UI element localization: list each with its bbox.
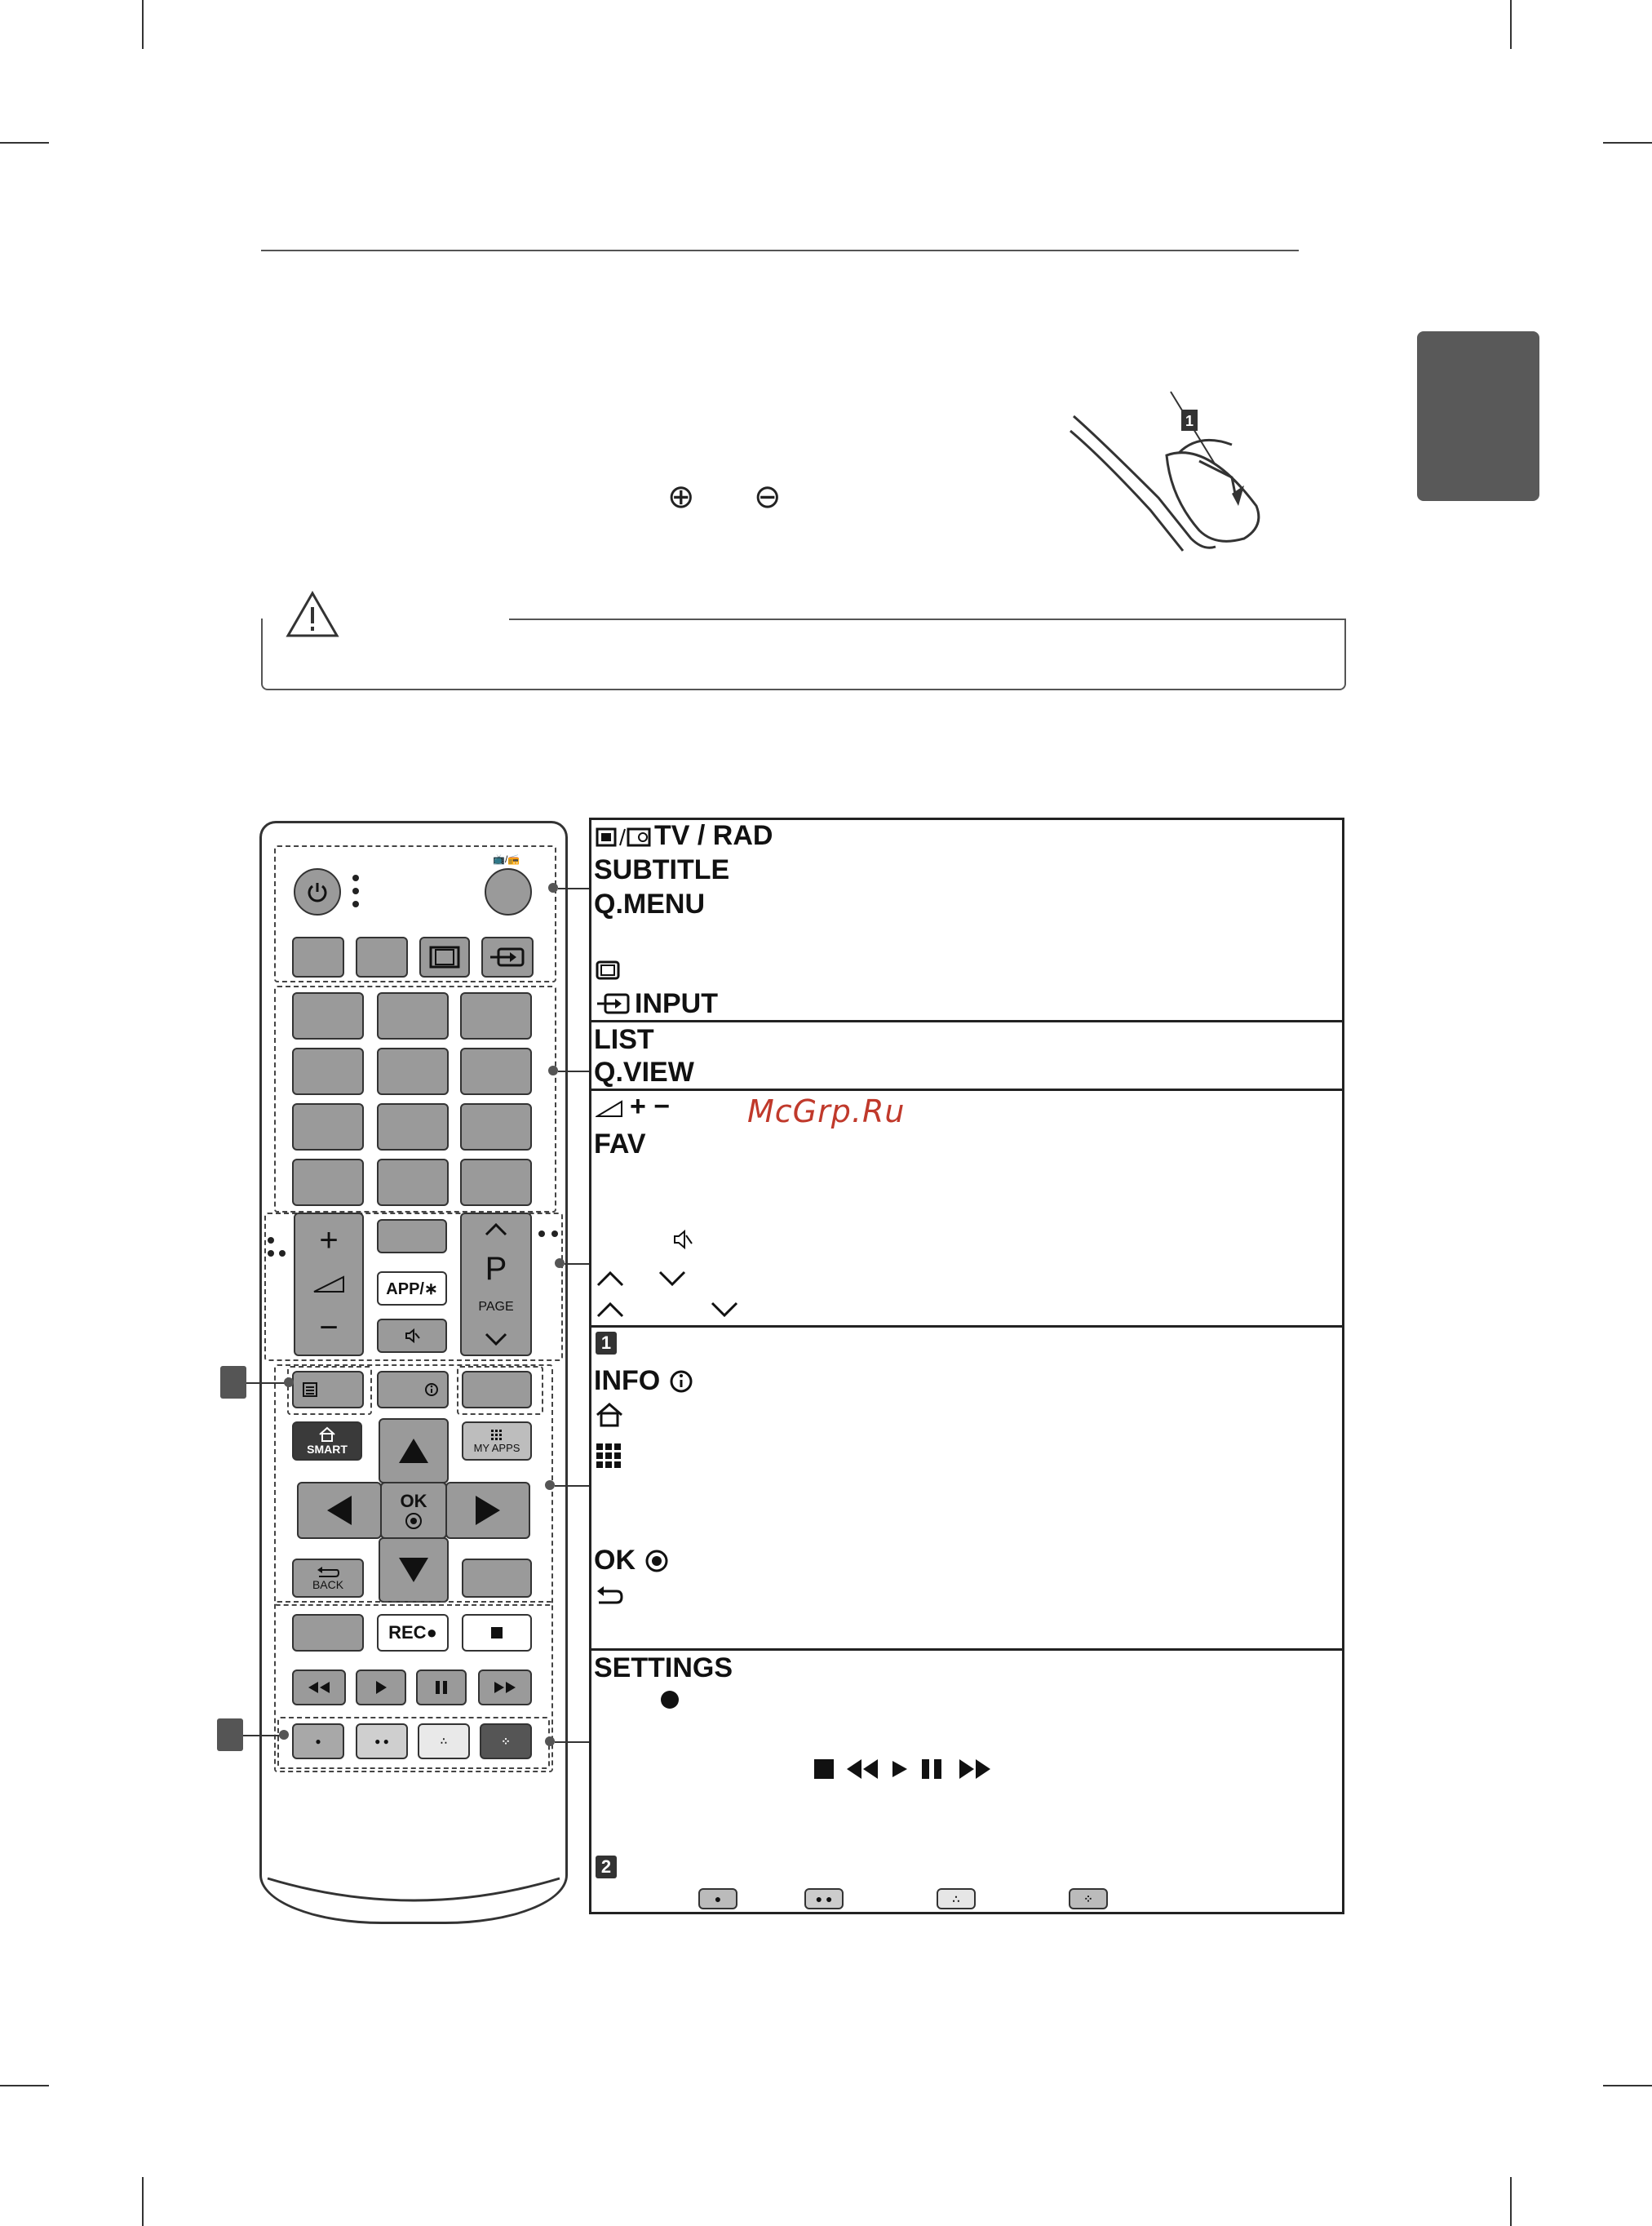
screen-icon [428, 945, 461, 969]
volume-up-icon: + [319, 1222, 339, 1258]
stop-icon [490, 1626, 503, 1639]
tv-icon [596, 824, 653, 849]
teletext-button[interactable] [292, 1371, 364, 1408]
info-button[interactable] [377, 1371, 449, 1408]
play-icon [374, 1680, 388, 1695]
smart-label: SMART [307, 1443, 348, 1456]
dpad-down-button[interactable] [379, 1537, 449, 1603]
my-apps-button[interactable] [462, 1421, 532, 1461]
crop-mark [0, 142, 49, 144]
badge-1: 1 [596, 1332, 617, 1355]
ok-button[interactable] [380, 1482, 447, 1539]
input-icon [596, 992, 631, 1015]
mute-icon [404, 1328, 420, 1344]
leader-line [246, 1382, 289, 1384]
number-button[interactable] [292, 1048, 364, 1095]
chevron-down-icon [710, 1301, 739, 1319]
info-icon [424, 1382, 439, 1397]
fav-label: FAV [594, 1129, 646, 1160]
power-button[interactable] [294, 868, 341, 916]
green-button[interactable]: ● ● [356, 1723, 408, 1759]
mute-icon [672, 1229, 693, 1250]
program-rocker[interactable] [460, 1213, 532, 1356]
program-label: P [485, 1250, 507, 1287]
caution-box [261, 619, 1346, 690]
play-button[interactable] [356, 1670, 406, 1705]
input-icon [489, 947, 526, 968]
stop-button[interactable] [462, 1614, 532, 1652]
callout-2 [217, 1718, 243, 1751]
volume-icon [312, 1275, 345, 1293]
chevron-down-icon [658, 1270, 687, 1288]
back-button[interactable] [292, 1559, 364, 1598]
tv-rad-button[interactable] [485, 868, 532, 916]
ok-dot-icon [644, 1549, 669, 1573]
red-button[interactable]: ● [292, 1723, 344, 1759]
dpad-left-button[interactable] [297, 1482, 382, 1539]
yellow-key-icon: ∴ [937, 1888, 976, 1909]
number-button[interactable] [460, 992, 532, 1040]
blue-key-icon: ⁘ [1069, 1888, 1108, 1909]
leader-knob [279, 1730, 289, 1740]
indicator-dot [352, 901, 359, 907]
fast-forward-button[interactable] [478, 1670, 532, 1705]
indicator-dot [551, 1231, 558, 1237]
arrow-down-icon [397, 1556, 430, 1584]
mute-button[interactable] [377, 1319, 447, 1353]
number-button[interactable] [292, 1103, 364, 1151]
blue-button[interactable]: ⁘ [480, 1723, 532, 1759]
pause-button[interactable] [416, 1670, 467, 1705]
exit-button[interactable] [462, 1559, 532, 1598]
number-button[interactable] [377, 1048, 449, 1095]
number-button[interactable] [377, 1159, 449, 1206]
indicator-dot [268, 1250, 274, 1257]
smart-button[interactable] [292, 1421, 362, 1461]
chevron-up-icon [484, 1222, 508, 1237]
rewind-icon [307, 1681, 331, 1694]
number-button[interactable] [377, 1103, 449, 1151]
indicator-dot [538, 1231, 545, 1237]
crop-mark [142, 2177, 144, 2226]
leader-knob [548, 883, 558, 893]
leader-knob [284, 1377, 294, 1387]
table-divider [589, 1325, 1344, 1328]
crop-mark [0, 2085, 49, 2086]
chevron-up-icon [596, 1270, 625, 1288]
function-table [589, 818, 1344, 1914]
chevron-up-icon [596, 1301, 625, 1319]
ok-label: OK [400, 1491, 427, 1511]
ok-label: OK [594, 1545, 636, 1576]
indicator-dot [352, 875, 359, 881]
callout-1 [220, 1366, 246, 1399]
leader-line [558, 1071, 591, 1072]
green-key-icon: ● ● [804, 1888, 844, 1909]
qmenu-label: Q.MENU [594, 889, 705, 920]
chevron-down-icon [484, 1332, 508, 1346]
record-dot-icon [659, 1689, 680, 1710]
crop-mark [142, 0, 144, 49]
leader-line [555, 1741, 591, 1743]
leader-line [565, 1263, 591, 1265]
remote-bottom-curve [259, 1873, 568, 1922]
app-button[interactable]: APP/∗ [377, 1271, 447, 1306]
qview-label: Q.VIEW [594, 1057, 694, 1088]
my-apps-label: MY APPS [473, 1441, 520, 1454]
arrow-right-icon [474, 1494, 502, 1527]
table-divider [589, 1648, 1344, 1651]
battery-cover-illustration [1069, 384, 1289, 563]
leader-line [243, 1735, 284, 1736]
dpad-up-button[interactable] [379, 1418, 449, 1483]
list-button[interactable] [292, 1159, 364, 1206]
rec-button[interactable]: REC● [377, 1614, 449, 1652]
list-label: LIST [594, 1024, 654, 1055]
indicator-dot [279, 1250, 286, 1257]
settings-label: SETTINGS [594, 1652, 733, 1683]
red-key-icon: ● [698, 1888, 737, 1909]
teletext-icon [302, 1381, 318, 1398]
svg-text:1: 1 [1185, 413, 1194, 429]
pause-icon [435, 1680, 448, 1695]
crop-mark [1510, 0, 1512, 49]
caution-box-top-rule [509, 619, 1344, 620]
yellow-button[interactable]: ∴ [418, 1723, 470, 1759]
playback-icons [813, 1758, 992, 1780]
tv-rad-label: TV / RAD [654, 820, 773, 851]
leader-line [555, 1485, 591, 1487]
crop-mark [1510, 2177, 1512, 2226]
back-label: BACK [312, 1578, 344, 1591]
badge-2: 2 [596, 1856, 617, 1878]
apps-grid-icon [596, 1443, 622, 1469]
crop-mark [1603, 142, 1652, 144]
input-label: INPUT [635, 988, 718, 1019]
screen-button[interactable] [419, 937, 470, 978]
fav-button[interactable] [377, 1219, 447, 1253]
rewind-button[interactable] [292, 1670, 346, 1705]
number-button[interactable] [460, 1103, 532, 1151]
table-divider [589, 1089, 1344, 1091]
apps-grid-icon [490, 1429, 503, 1442]
battery-plus-icon: ⊕ [667, 479, 695, 515]
table-divider [589, 1020, 1344, 1022]
settings-button[interactable] [292, 1614, 364, 1652]
crop-mark [1603, 2085, 1652, 2086]
back-arrow-icon [596, 1585, 623, 1607]
volume-label: + − [630, 1091, 671, 1122]
volume-down-icon: − [319, 1310, 339, 1346]
qmenu-button[interactable] [356, 937, 408, 978]
page-label: PAGE [478, 1300, 514, 1315]
input-button[interactable] [481, 937, 534, 978]
volume-icon [596, 1098, 625, 1120]
guide-button[interactable] [462, 1371, 532, 1408]
fast-forward-icon [493, 1681, 517, 1694]
number-button[interactable] [377, 992, 449, 1040]
indicator-dot [352, 888, 359, 894]
screen-icon [596, 960, 620, 981]
arrow-left-icon [326, 1494, 353, 1527]
dpad-right-button[interactable] [445, 1482, 530, 1539]
tv-rad-icon: 📺/📻 [493, 854, 520, 865]
number-button[interactable] [292, 992, 364, 1040]
indicator-dot [268, 1237, 274, 1244]
volume-rocker[interactable] [294, 1213, 364, 1356]
subtitle-label: SUBTITLE [594, 854, 730, 885]
subtitle-button[interactable] [292, 937, 344, 978]
leader-line [558, 888, 591, 889]
header-rule [261, 250, 1299, 251]
section-tab [1417, 331, 1539, 501]
info-label: INFO [594, 1365, 661, 1396]
leader-knob [545, 1736, 555, 1746]
leader-knob [548, 1066, 558, 1075]
home-icon [596, 1402, 623, 1428]
power-icon [306, 880, 329, 903]
number-button[interactable] [460, 1048, 532, 1095]
leader-knob [555, 1258, 565, 1268]
arrow-up-icon [397, 1437, 430, 1465]
back-arrow-icon [316, 1565, 340, 1578]
battery-minus-icon: ⊖ [754, 479, 782, 515]
info-icon [669, 1369, 693, 1394]
qview-button[interactable] [460, 1159, 532, 1206]
leader-knob [545, 1480, 555, 1490]
ok-dot-icon [405, 1512, 423, 1530]
watermark: McGrp.Ru [747, 1093, 906, 1129]
home-icon [318, 1426, 336, 1443]
